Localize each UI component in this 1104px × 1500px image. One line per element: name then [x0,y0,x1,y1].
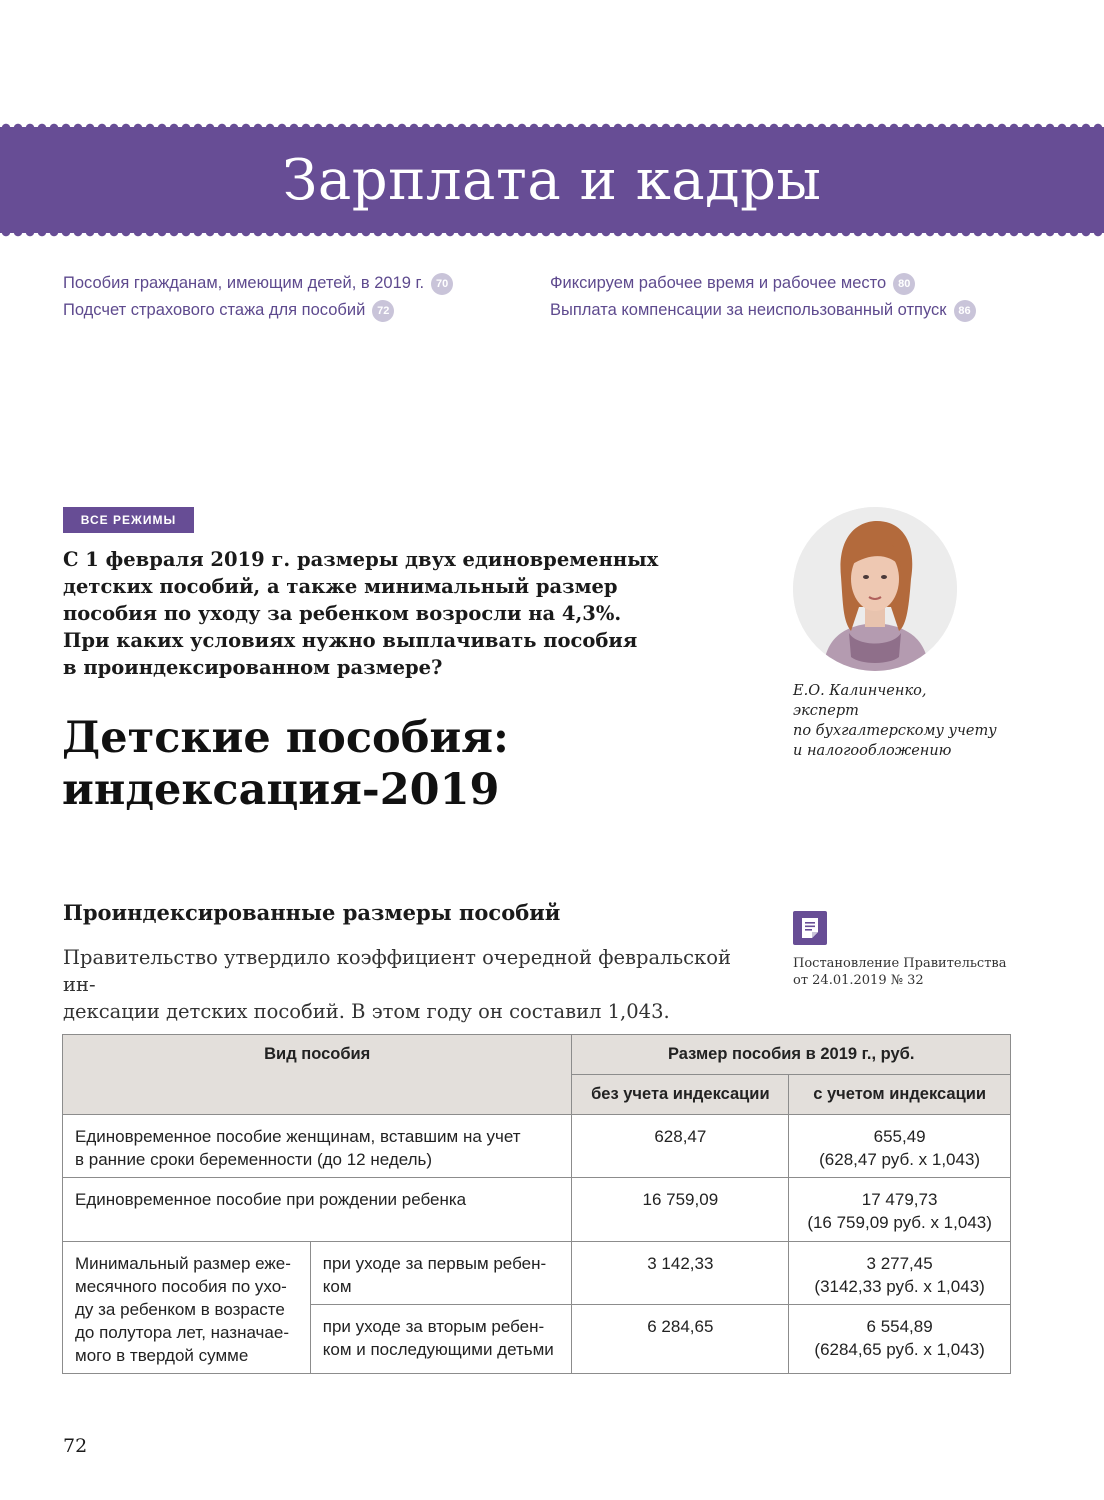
article-title-line: индексация-2019 [62,765,500,815]
body-line: дексации детских пособий. В этом году он составил 1,043. [63,1000,670,1023]
benefit-subtype-line: ком и последующими детьми [322,1340,554,1360]
header-benefit-amount: Размер пособия в 2019 г., руб. [572,1035,1011,1075]
amount-with-cell [789,1242,1011,1305]
article-title-line: Детские пособия: [62,713,509,763]
benefit-group-cell [63,1242,311,1374]
toc-column-left [63,270,453,324]
article-lead [63,546,703,681]
amount-with-cell [789,1115,1011,1178]
benefit-subtype-cell [310,1305,572,1374]
benefit-subtype-line: при уходе за вторым ребен- [322,1317,545,1337]
header-benefit-type: Вид пособия [63,1035,572,1115]
benefit-type-cell [63,1115,572,1178]
document-icon[interactable] [793,911,827,945]
amount-with-value: 3 277,45 [866,1254,933,1273]
amount-with-calc: (16 759,09 руб. x 1,043) [807,1213,992,1232]
article-title [62,712,702,816]
benefit-group-line: месячного пособия по ухо- [75,1277,287,1296]
toc-item[interactable] [550,270,976,297]
benefit-type-cell: Единовременное пособие при рождении ребенка [63,1178,572,1242]
amount-with-cell [789,1178,1011,1242]
benefit-group-line: до полутора лет, назначае- [75,1323,289,1342]
amount-with-value: 6 554,89 [866,1317,933,1337]
toc-page-badge: 72 [372,300,394,322]
benefits-table [62,1034,1011,1374]
section-title: Зарплата и кадры [282,147,822,213]
legal-reference-line: Постановление Правительства [793,956,1007,971]
benefit-type-line: Единовременное пособие женщинам, вставшим на учет [75,1127,521,1146]
amount-with-cell [789,1305,1011,1374]
table-row [63,1115,1011,1178]
lead-line: При каких условиях нужно выплачивать пособия [63,629,638,652]
lead-line: пособия по уходу за ребенком возросли на 4,3%. [63,602,622,625]
amount-without-cell: 6 284,65 [572,1305,789,1374]
toc-page-badge: 70 [431,273,453,295]
toc-page-badge: 86 [954,300,976,322]
toc-item[interactable] [63,270,453,297]
page-number: 72 [63,1435,88,1457]
benefit-subtype-line: ком [322,1277,352,1296]
amount-with-calc: (3142,33 руб. x 1,043) [814,1277,985,1296]
benefit-subtype-cell [310,1242,572,1305]
body-line: Правительство утвердило коэффициент очередной февральской ин- [63,946,731,996]
author-name: Е.О. Калинченко, [793,683,927,699]
author-portrait-illustration [793,507,957,671]
legal-reference-line: от 24.01.2019 № 32 [793,973,924,988]
author-role: по бухгалтерскому учету [793,723,997,739]
toc-item-label[interactable]: Выплата компенсации за неиспользованный отпуск [550,301,947,319]
benefit-subtype-line: при уходе за первым ребен- [322,1254,547,1273]
section-banner [0,127,1104,233]
table-row [63,1242,1011,1305]
body-paragraph [63,944,753,1025]
benefit-group-line: Минимальный размер еже- [75,1254,291,1273]
toc-page-badge: 80 [893,273,915,295]
author-role: эксперт [793,703,859,719]
header-without-indexation: без учета индексации [572,1075,789,1115]
amount-with-calc: (628,47 руб. x 1,043) [819,1150,981,1169]
section-heading: Проиндексированные размеры пособий [63,900,561,925]
toc-item-label[interactable]: Подсчет страхового стажа для пособий [63,301,366,319]
toc-item-label[interactable]: Пособия гражданам, имеющим детей, в 2019 г. [63,274,425,292]
author-caption [793,681,1053,761]
lead-line: в проиндексированном размере? [63,656,443,679]
benefit-type-line: в ранние сроки беременности (до 12 недель) [75,1150,433,1169]
author-photo [793,507,957,671]
lead-line: детских пособий, а также минимальный размер [63,575,618,598]
benefit-group-line: ду за ребенком в возрасте [75,1300,285,1319]
lead-line: С 1 февраля 2019 г. размеры двух единовременных [63,548,659,571]
benefit-group-line: мого в твердой сумме [75,1346,249,1365]
amount-with-value: 17 479,73 [861,1190,938,1209]
header-with-indexation: с учетом индексации [789,1075,1011,1115]
tax-regime-badge: ВСЕ РЕЖИМЫ [63,507,194,533]
toc-item-label[interactable]: Фиксируем рабочее время и рабочее место [550,274,887,292]
amount-with-value: 655,49 [873,1127,926,1146]
amount-without-cell: 16 759,09 [572,1178,789,1242]
toc-item[interactable] [63,297,453,324]
amount-without-cell: 3 142,33 [572,1242,789,1305]
table-header-row [63,1035,1011,1075]
author-role: и налогообложению [793,743,952,759]
toc-item[interactable] [550,297,976,324]
legal-reference-note [793,955,1033,989]
amount-without-cell: 628,47 [572,1115,789,1178]
amount-with-calc: (6284,65 руб. x 1,043) [814,1340,985,1360]
table-row [63,1178,1011,1242]
toc-column-right [550,270,976,324]
